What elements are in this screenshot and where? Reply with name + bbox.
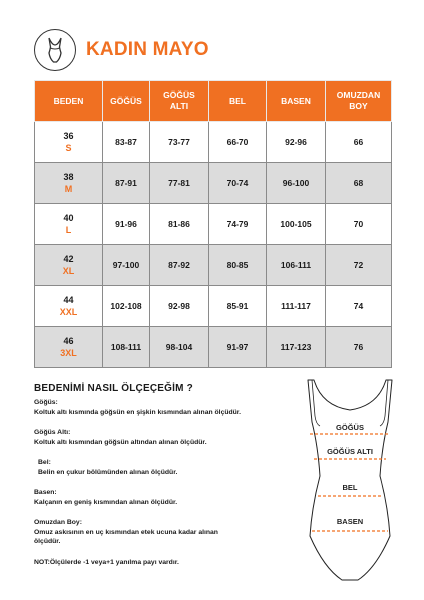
page-title: KADIN MAYO bbox=[86, 39, 209, 60]
guide-label: Bel: bbox=[38, 459, 51, 466]
guide-item-gogus-alti bbox=[34, 428, 284, 447]
table-cell: 92-96 bbox=[267, 122, 326, 163]
guide-item-gogus bbox=[34, 398, 284, 417]
table-cell: 70 bbox=[326, 204, 392, 245]
table-row bbox=[35, 122, 392, 163]
swimsuit-figure bbox=[296, 376, 404, 586]
swimsuit-outline bbox=[308, 380, 392, 580]
table-cell: 87-92 bbox=[150, 245, 209, 286]
table-cell: 102-108 bbox=[103, 286, 150, 327]
column-header: GÖĞÜS bbox=[103, 81, 150, 122]
table-cell: 100-105 bbox=[267, 204, 326, 245]
guide-item-omuzdan-boy bbox=[34, 518, 234, 547]
guide-title: BEDENİMİ NASIL ÖLÇEÇEĞİM ? bbox=[34, 383, 193, 394]
table-cell: 74-79 bbox=[209, 204, 267, 245]
table-cell: 91-97 bbox=[209, 327, 267, 368]
size-number: 42 bbox=[63, 254, 74, 264]
size-letter: S bbox=[65, 143, 72, 153]
table-cell: 85-91 bbox=[209, 286, 267, 327]
table-cell: 72 bbox=[326, 245, 392, 286]
header bbox=[34, 28, 209, 72]
table-row bbox=[35, 327, 392, 368]
size-letter: XL bbox=[62, 266, 75, 276]
guide-text: Koltuk altı kısmından göğsün altından alınan ölçüdür. bbox=[34, 438, 207, 446]
table-cell: 66 bbox=[326, 122, 392, 163]
label-bel: BEL bbox=[342, 483, 358, 492]
guide-item-basen bbox=[34, 488, 284, 507]
guide-label: Göğüs: bbox=[34, 399, 58, 406]
size-cell bbox=[35, 327, 103, 368]
table-cell: 87-91 bbox=[103, 163, 150, 204]
size-letter: M bbox=[64, 184, 73, 194]
guide-text: Koltuk altı kısmında göğsün en şişkin kısmından alınan ölçüdür. bbox=[34, 408, 241, 416]
table-cell: 74 bbox=[326, 286, 392, 327]
strap-inner-left bbox=[312, 380, 320, 426]
table-row bbox=[35, 245, 392, 286]
size-cell bbox=[35, 286, 103, 327]
swimsuit-icon bbox=[34, 29, 76, 71]
size-number: 40 bbox=[63, 213, 74, 223]
strap-inner-right bbox=[380, 380, 388, 426]
table-cell: 80-85 bbox=[209, 245, 267, 286]
table-cell: 83-87 bbox=[103, 122, 150, 163]
table-header-row bbox=[35, 81, 392, 122]
guide-label: Göğüs Altı: bbox=[34, 429, 71, 436]
column-header bbox=[326, 81, 392, 122]
table-cell: 117-123 bbox=[267, 327, 326, 368]
column-header: BEDEN bbox=[35, 81, 103, 122]
table-cell: 111-117 bbox=[267, 286, 326, 327]
size-letter: XXL bbox=[59, 307, 78, 317]
guide-label: Basen: bbox=[34, 489, 57, 496]
table-cell: 70-74 bbox=[209, 163, 267, 204]
table-cell: 73-77 bbox=[150, 122, 209, 163]
guide-text: Belin en çukur bölümünden alınan ölçüdür. bbox=[38, 468, 178, 476]
size-letter: L bbox=[65, 225, 72, 235]
size-number: 36 bbox=[63, 131, 74, 141]
column-header bbox=[150, 81, 209, 122]
table-cell: 66-70 bbox=[209, 122, 267, 163]
size-number: 44 bbox=[63, 295, 74, 305]
table-cell: 76 bbox=[326, 327, 392, 368]
table-cell: 68 bbox=[326, 163, 392, 204]
size-cell bbox=[35, 163, 103, 204]
table-cell: 97-100 bbox=[103, 245, 150, 286]
guide-text: Kalçanın en geniş kısmından alınan ölçüdür. bbox=[34, 498, 178, 506]
size-cell bbox=[35, 122, 103, 163]
label-gogus: GÖĞÜS bbox=[336, 423, 364, 432]
guide-note: NOT:Ölçülerde -1 veya+1 yanılma payı vardır. bbox=[34, 559, 179, 566]
table-cell: 108-111 bbox=[103, 327, 150, 368]
table-cell: 98-104 bbox=[150, 327, 209, 368]
size-cell bbox=[35, 245, 103, 286]
label-basen: BASEN bbox=[336, 517, 364, 526]
label-gogus-alti: GÖĞÜS ALTI bbox=[327, 447, 373, 456]
table-row bbox=[35, 204, 392, 245]
table-cell: 96-100 bbox=[267, 163, 326, 204]
table-row bbox=[35, 163, 392, 204]
table-cell: 91-96 bbox=[103, 204, 150, 245]
column-header: BEL bbox=[209, 81, 267, 122]
table-cell: 77-81 bbox=[150, 163, 209, 204]
column-header-text: OMUZDAN BOY bbox=[336, 90, 381, 111]
guide-label: Omuzdan Boy: bbox=[34, 519, 82, 526]
size-letter: 3XL bbox=[60, 348, 77, 358]
size-table bbox=[34, 80, 392, 368]
table-cell: 106-111 bbox=[267, 245, 326, 286]
size-cell bbox=[35, 204, 103, 245]
table-cell: 81-86 bbox=[150, 204, 209, 245]
column-header-text: GÖĞÜS ALTI bbox=[163, 90, 195, 111]
table-row bbox=[35, 286, 392, 327]
guide-item-bel bbox=[38, 458, 288, 477]
guide-text: Omuz askısının en uç kısmından etek ucuna kadar alınan ölçüdür. bbox=[34, 528, 218, 545]
column-header: BASEN bbox=[267, 81, 326, 122]
size-number: 38 bbox=[63, 172, 74, 182]
size-number: 46 bbox=[63, 336, 74, 346]
table-cell: 92-98 bbox=[150, 286, 209, 327]
